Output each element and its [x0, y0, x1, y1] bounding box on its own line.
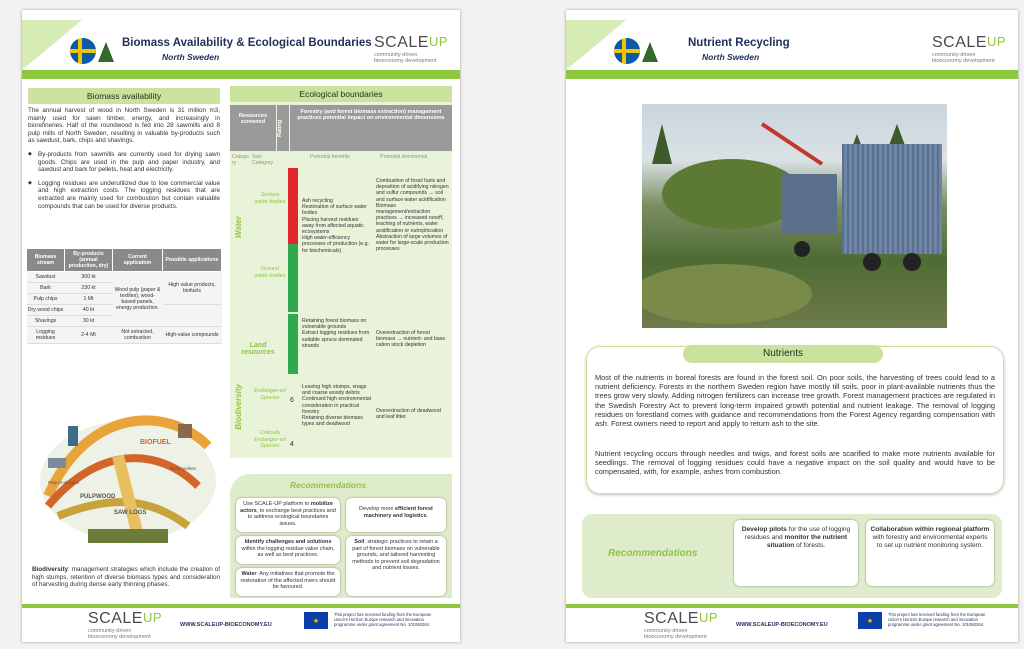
bio-detrimental: Overextraction of deadwood and leaf litter.: [376, 408, 441, 421]
water-detrimental: Combustion of fossil fuels and deposition of acidifying nitrogen and sulfur compounds → soil and surface water acidification Biomass management/extraction practices → increased runoff, leaching of nutrients, water acidification or eutrophication Abstraction of large volumes of water for large-scale production processes: [376, 178, 449, 253]
ecological-boundaries-table: Ecological boundaries Resources screened Rating Forestry (and forest biomass extraction) management practices potential impact on environmental dimensions Catego ry Sub-Category Potential benefits Potential detrimental Water Surface water bodies Ground water bodies Ash recycling Restoration of surface water bodies Placing harvest residues away from affected aquatic ecosystems High water-efficiency processes of production (e.g. for biochemicals) Combustion of fossil fuels and deposition of acidifying nitrogen and sulfur compounds → soil and surface water acidification Biomass management/extraction practices → increased runoff, leaching of nutrients, water acidification or eutrophication Abstraction of large volumes of water for large-scale production processes Land resources Retaining forest biomass on vulnerable grounds Extract logging residues from suitable spruce dominated strands Overextraction of forest biomass → nutrient- and base cation stock depletion Biodiversity Endanger-ed Species Critically Endanger-ed Species 6 4 Leaving high stumps, snags and coarse woody debris Continued high environmental consideration in practical forestry Retaining diverse biomass types and deadwood Overextraction of deadwood and leaf litter.: [230, 86, 452, 458]
page-subtitle: North Sweden: [162, 52, 220, 62]
nutrients-paragraph-2: Nutrient recycling occurs through needles and twigs, and forest soils are scarified to make more nutrients available for seedlings. The removal of logging residues could have a negative impact on the soil quality and would have to be compensated, with, for example, ashes from combustion.: [595, 449, 995, 477]
tree-icon: [642, 42, 658, 62]
recommendation-card: Identify challenges and solutions within the logging residue value chain, as well as best practices.: [236, 536, 340, 564]
biomass-section: [28, 88, 220, 210]
logging-truck-photo: [642, 104, 947, 328]
current-application-cell: Wood pulp (paper & textiles), wood-based panels, energy production.: [113, 272, 163, 327]
rating-bar-green: [288, 314, 298, 374]
table-row: Pulp chips 1 Mt: [27, 294, 222, 305]
rating-bar-red: [288, 168, 298, 244]
recommendation-card: Develop pilots for the use of logging residues and monitor the nutrient situation of forests.: [734, 520, 858, 586]
nutrients-paragraph-1: Most of the nutrients in boreal forests are found in the forest soil. On poor soils, the harvesting of trees could lead to a nutrient deficiency. Forests in the northern Sweden region have mostly till soils, poor in plant-available nutrients thus the trees grow very slowly. Adding nitrogen fertilizers can increase tree growth. Forest management practices are regulated in the Swedish Forestry Act to prevent long-term impaired growth potential and nutrient leakage. The removal of logging residues on forestland comes with guidance and recommendations from the Forest Agency regarding compensation with ash. Forest owners need to report and apply to return ash to the site.: [595, 373, 995, 429]
recommendation-card: Collaboration within regional platform with forestry and environmental experts to set up nutrient monitoring system.: [866, 520, 994, 586]
poster-page-nutrients: [566, 10, 1018, 642]
subcategory-ground: Ground water bodies: [254, 266, 286, 279]
table-header: Biomass stream: [27, 249, 65, 272]
water-benefits: Ash recycling Restoration of surface water bodies Placing harvest residues away from affected aquatic ecosystems High water-efficiency processes of production (e.g. for biochemicals): [302, 198, 369, 254]
biomass-table: [26, 248, 222, 344]
table-row: Bark 230 kt: [27, 283, 222, 294]
biomass-heading: Biomass availability: [28, 88, 220, 104]
eu-flag-icon: ★: [304, 612, 328, 629]
table-row: Logging residues 2-4 Mt Not extracted, combustion High-value compounds: [27, 327, 222, 344]
subcategory-surface: Surface water bodies: [254, 192, 286, 205]
funding-disclaimer: This project has received funding from the European Union's Horizon Europe research and innovation programme under grant agreement No. 101060264.: [334, 612, 432, 627]
subcategory-critically: Critically Endanger-ed Species: [254, 430, 286, 449]
header-stripe: [566, 70, 1018, 79]
table-row: Sawdust 300 kt Wood pulp (paper & textiles), wood-based panels, energy production. High value products, biofuels: [27, 272, 222, 283]
rating-value: 6: [290, 397, 294, 404]
eco-heading: Ecological boundaries: [230, 86, 452, 102]
biodiversity-note: Biodiversity: management strategies which include the creation of high stumps, retention of diverse biomass types and consideration of harvesting during dense early thinning phases.: [32, 566, 220, 589]
forestry-flow-illustration: [28, 386, 224, 556]
diagram-label: BIOFUEL: [140, 439, 171, 446]
recommendation-card: Develop more efficient forest machinery and logistics.: [346, 498, 446, 532]
biomass-bullet-1: ◆ By-products from sawmills are currently used for drying sawn goods. Chips are used in the pulp and paper industry, and sawdust and bark for pellets, heat and electricity.: [28, 151, 220, 174]
eco-col-impact: Forestry (and forest biomass extraction) management practices potential impact on environmental dimensions: [290, 105, 452, 151]
website-link[interactable]: WWW.SCALEUP-BIOECONOMY.EU: [736, 622, 828, 628]
photo-illustration: [642, 104, 947, 328]
biomass-intro: The annual harvest of wood in North Sweden is 31 million m3, mainly used for sawn timber, energy, and increasingly in biorefineries. Half of the roundwood is fed into 28 sawmills and 8 pulp mills of North Sweden, resulting in valuable by-products such as sawdust, bark, chips and shavings.: [28, 107, 220, 145]
page-subtitle: North Sweden: [702, 52, 760, 62]
rating-value: 4: [290, 441, 294, 448]
diagram-label: SAW LOGS: [114, 510, 147, 516]
diagram-label: Pulp production: [48, 480, 80, 485]
category-water: Water: [234, 216, 243, 239]
possible-application-cell: High value products, biofuels: [163, 272, 222, 305]
recommendations-panel: [230, 474, 452, 598]
diagram-label: PULPWOOD: [80, 494, 116, 500]
eu-flag-icon: ★: [858, 612, 882, 629]
website-link[interactable]: WWW.SCALEUP-BIOECONOMY.EU: [180, 622, 272, 628]
sweden-flag-icon: [70, 38, 96, 64]
recommendations-panel: [582, 514, 1002, 598]
eco-col-rating: Rating: [277, 105, 289, 151]
category-land: Land resources: [241, 342, 275, 356]
page-title: Nutrient Recycling: [688, 37, 790, 49]
eco-col-resources: Resources screened: [230, 105, 276, 151]
tree-icon: [98, 42, 114, 62]
recommendation-card: Soil: strategic practices to retain a part of forest biomass on vulnerable grounds, and tailored harvesting methods to prevent soil degradation and nutrient losses.: [346, 536, 446, 596]
recommendations-title: Recommendations: [290, 480, 367, 490]
recommendations-title: Recommendations: [608, 548, 698, 559]
nutrients-heading: Nutrients: [683, 345, 883, 363]
page-footer: [566, 604, 1018, 642]
page-footer: [22, 604, 460, 642]
table-header: By-products (annual production, dry): [65, 249, 113, 272]
land-benefits: Retaining forest biomass on vulnerable grounds Extract logging residues from suitable spruce dominated strands: [302, 318, 370, 349]
diagram-label: Wood pellets: [170, 466, 196, 471]
scaleup-logo: $SCALE^{UP}$ community-driven bioeconomy development: [88, 610, 163, 640]
table-row: Dry wood chips 40 kt: [27, 305, 222, 316]
table-header: Current application: [113, 249, 163, 272]
biomass-bullet-2: ◆ Logging residues are underutilized due to low commercial value and high extraction costs. The logging residues that are extracted are mainly used for combustion but contain valuable compounds that can be used for diverse products.: [28, 180, 220, 210]
funding-disclaimer: This project has received funding from the European Union's Horizon Europe research and innovation programme under grant agreement No. 101060264.: [888, 612, 986, 627]
category-biodiversity: Biodiversity: [234, 384, 243, 430]
sweden-flag-icon: [614, 38, 640, 64]
subcategory-endangered: Endanger-ed Species: [254, 388, 286, 401]
page-header: [22, 10, 460, 82]
recommendation-card: Use SCALE-UP platform to mobilize actors, to exchange best practices and to address ecological boundaries issues.: [236, 498, 340, 532]
poster-page-biomass: [22, 10, 460, 642]
recommendation-card: Water: Any initiatives that promote the restoration of the affected rivers should be favoured.: [236, 568, 340, 596]
scaleup-logo: $SCALE^{UP}$ community-driven bioeconomy development: [932, 34, 1007, 64]
table-header: Possible applications: [163, 249, 222, 272]
nutrients-section: [586, 346, 1004, 494]
scaleup-logo: $SCALE^{UP}$ community-driven bioeconomy development: [374, 34, 449, 64]
scaleup-logo: $SCALE^{UP}$ community-driven bioeconomy development: [644, 610, 719, 640]
table-row: Shavings 30 kt: [27, 316, 222, 327]
page-header: [566, 10, 1018, 82]
bio-benefits: Leaving high stumps, snags and coarse woody debris Continued high environmental consideration in practical forestry Retaining diverse biomass types and deadwood: [302, 384, 371, 428]
rating-bar-green: [288, 244, 298, 312]
page-title: Biomass Availability & Ecological Boundaries: [122, 37, 372, 49]
land-detrimental: Overextraction of forest biomass → nutrient- and base cation stock depletion: [376, 330, 446, 349]
header-stripe: [22, 70, 460, 79]
